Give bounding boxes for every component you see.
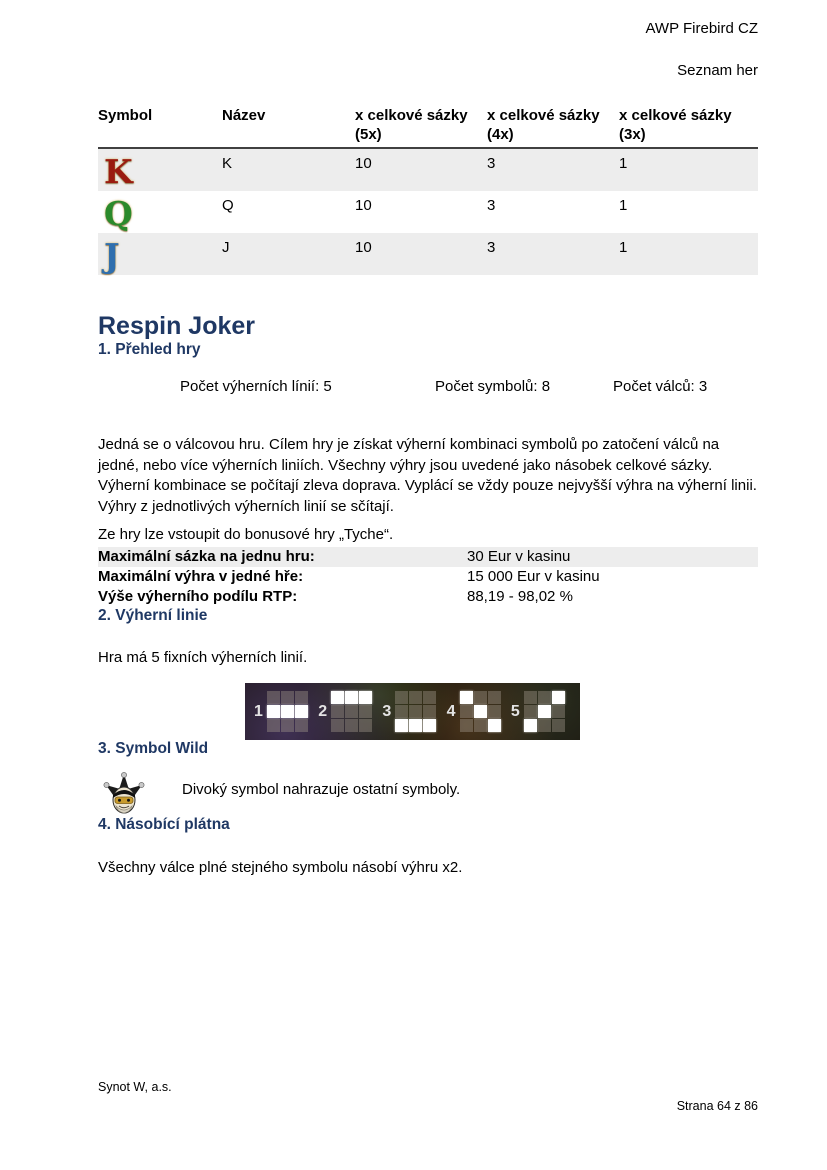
column-header-5x: x celkové sázky (5x) — [355, 100, 487, 148]
multiplier-text: Všechny válce plné stejného symbolu násobí výhru x2. — [98, 859, 463, 876]
table-row — [98, 233, 758, 275]
line-number: 2 — [318, 702, 328, 720]
cell-x3: 1 — [619, 197, 628, 214]
line-cell — [552, 691, 565, 704]
line-cell — [474, 719, 487, 732]
line-cell — [538, 691, 551, 704]
column-header-4x: x celkové sázky (4x) — [487, 100, 619, 148]
limit-row — [98, 567, 758, 587]
line-cell — [552, 719, 565, 732]
line-cell — [538, 705, 551, 718]
wild-joker-icon — [102, 772, 146, 816]
line-cell — [281, 691, 294, 704]
cell-name: K — [222, 155, 233, 172]
line-cell — [331, 691, 344, 704]
line-pattern — [316, 691, 380, 732]
stat-lines: Počet výherních línií: 5 — [180, 378, 332, 395]
paytable — [98, 100, 758, 275]
limit-row — [98, 547, 758, 567]
limit-value: 15 000 Eur v kasinu — [467, 568, 600, 585]
line-cell — [524, 705, 537, 718]
line-cell — [331, 705, 344, 718]
line-cell — [345, 719, 358, 732]
symbol-k-image: K — [104, 152, 133, 191]
section-wild-heading: 3. Symbol Wild — [98, 740, 209, 757]
line-cell — [345, 691, 358, 704]
game-stats-row — [98, 378, 758, 398]
line-pattern-grid — [331, 691, 372, 732]
lines-text: Hra má 5 fixních výherních linií. — [98, 649, 308, 666]
line-pattern — [445, 691, 509, 732]
line-cell — [474, 691, 487, 704]
line-cell — [409, 691, 422, 704]
line-cell — [267, 691, 280, 704]
cell-x5: 10 — [355, 239, 372, 256]
limit-label: Výše výherního podílu RTP: — [98, 588, 298, 605]
table-row — [98, 148, 758, 191]
cell-x5: 10 — [355, 197, 372, 214]
section-overview-heading: 1. Přehled hry — [98, 341, 201, 358]
footer-company: Synot W, a.s. — [98, 1080, 172, 1094]
cell-x4: 3 — [487, 197, 496, 214]
line-cell — [395, 719, 408, 732]
wild-text: Divoký symbol nahrazuje ostatní symboly. — [182, 781, 461, 798]
limit-label: Maximální sázka na jednu hru: — [98, 548, 315, 565]
line-cell — [281, 705, 294, 718]
line-cell — [267, 705, 280, 718]
line-cell — [295, 705, 308, 718]
paytable-header-row — [98, 100, 758, 148]
cell-x4: 3 — [487, 239, 496, 256]
line-cell — [423, 719, 436, 732]
line-cell — [423, 705, 436, 718]
line-pattern — [380, 691, 444, 732]
cell-name: Q — [222, 197, 234, 214]
line-pattern — [509, 691, 573, 732]
symbol-j-image: J — [104, 236, 120, 275]
line-pattern-grid — [460, 691, 501, 732]
line-pattern-grid — [524, 691, 565, 732]
line-cell — [331, 719, 344, 732]
limit-label: Maximální výhra v jedné hře: — [98, 568, 304, 585]
line-cell — [281, 719, 294, 732]
symbol-q-image: Q — [104, 194, 133, 233]
column-header-3x: x celkové sázky (3x) — [619, 100, 758, 148]
line-cell — [460, 719, 473, 732]
line-cell — [359, 691, 372, 704]
cell-x3: 1 — [619, 239, 628, 256]
line-cell — [524, 691, 537, 704]
limit-value: 30 Eur v kasinu — [467, 548, 571, 565]
line-pattern-grid — [267, 691, 308, 732]
line-cell — [395, 691, 408, 704]
line-cell — [423, 691, 436, 704]
column-header-symbol: Symbol — [98, 100, 222, 148]
line-cell — [488, 705, 501, 718]
doc-subtitle: Seznam her — [677, 62, 758, 79]
line-cell — [359, 705, 372, 718]
line-cell — [409, 719, 422, 732]
line-cell — [460, 705, 473, 718]
section-multiplier-heading: 4. Násobící plátna — [98, 816, 230, 833]
stat-symbols: Počet symbolů: 8 — [435, 378, 551, 395]
stat-reels: Počet válců: 3 — [613, 378, 708, 395]
line-cell — [460, 691, 473, 704]
line-cell — [488, 719, 501, 732]
line-cell — [538, 719, 551, 732]
line-cell — [345, 705, 358, 718]
line-cell — [395, 705, 408, 718]
line-cell — [552, 705, 565, 718]
line-cell — [295, 691, 308, 704]
footer-page-number: Strana 64 z 86 — [676, 1099, 758, 1113]
game-description: Jedná se o válcovou hru. Cílem hry je získat výherní kombinaci symbolů po zatočení válců na jedné, nebo více výherních liniích. Všechny výhry jsou uvedené jako násobek celkové sázky. Výherní kombinace se počítají zleva doprava. Vyplácí se vždy pouze nejvyšší výhra na výherní linii. Výhry z jednotlivých výherních linií se sčítají. — [98, 436, 757, 515]
cell-x4: 3 — [487, 155, 496, 172]
line-cell — [295, 719, 308, 732]
line-cell — [359, 719, 372, 732]
line-cell — [267, 719, 280, 732]
cell-x5: 10 — [355, 155, 372, 172]
document-header — [98, 0, 758, 79]
wild-row — [98, 772, 758, 816]
limits-table — [98, 547, 758, 607]
column-header-name: Název — [222, 100, 355, 148]
line-number: 1 — [254, 702, 263, 720]
line-cell — [524, 719, 537, 732]
line-number: 3 — [382, 702, 392, 720]
line-cell — [474, 705, 487, 718]
line-number: 4 — [446, 702, 456, 720]
cell-name: J — [222, 239, 230, 256]
line-pattern-grid — [395, 691, 436, 732]
line-number: 5 — [510, 702, 520, 720]
line-cell — [488, 691, 501, 704]
section-lines-heading: 2. Výherní linie — [98, 607, 208, 624]
page-title: Respin Joker — [98, 312, 256, 340]
table-row — [98, 191, 758, 233]
cell-x3: 1 — [619, 155, 628, 172]
limit-row — [98, 587, 758, 607]
limit-value: 88,19 - 98,02 % — [467, 588, 573, 605]
line-cell — [409, 705, 422, 718]
winning-lines-image — [245, 683, 580, 740]
bonus-note: Ze hry lze vstoupit do bonusové hry „Tyche“. — [98, 526, 394, 543]
doc-title: AWP Firebird CZ — [645, 20, 758, 37]
line-pattern — [252, 691, 316, 732]
